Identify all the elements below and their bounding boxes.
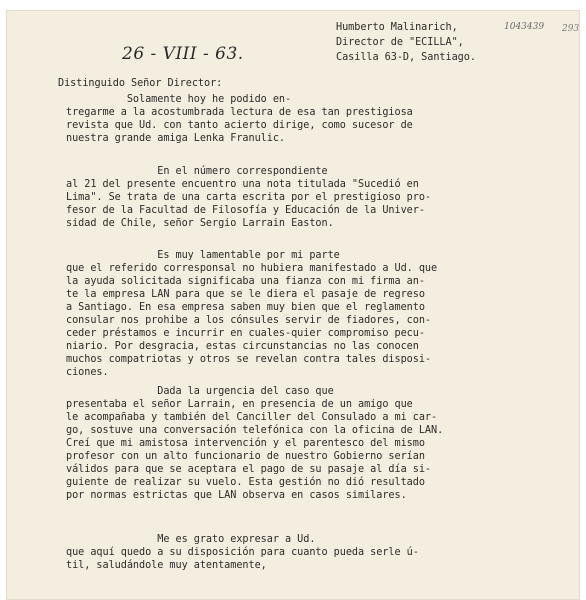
paragraph-line: consular nos prohibe a los cónsules servir de fiadores, con- xyxy=(66,315,432,326)
paragraph-line: Es muy lamentable por mi parte xyxy=(66,250,340,261)
paragraph-line: ciones. xyxy=(66,367,109,378)
paragraph-line: revista que Ud. con tanto acierto dirige, como sucesor de xyxy=(66,120,413,131)
paragraph-line: En el número correspondiente xyxy=(66,166,328,177)
paragraph-line: go, sostuve una conversación telefónica con la oficina de LAN. xyxy=(66,425,444,436)
paragraph-line: que aquí quedo a su disposición para cuanto pueda serle ú- xyxy=(66,547,419,558)
sender-title: Director de "ECILLA", xyxy=(336,37,464,48)
paragraph-line: muchos compatriotas y otros se revelan contra tales disposi- xyxy=(66,354,432,365)
paragraph-line: a Santiago. En esa empresa saben muy bien que el reglamento xyxy=(66,302,425,313)
paragraph-line: Dada la urgencia del caso que xyxy=(66,386,334,397)
paragraph-line: ceder préstamos e incurrir en cuales-quier compromiso pecu- xyxy=(66,328,425,339)
paragraph-line: por normas estrictas que LAN observa en casos similares. xyxy=(66,490,407,501)
paragraph-line: sidad de Chile, señor Sergio Larrain Easton. xyxy=(66,218,334,229)
paragraph-line: til, saludándole muy atentamente, xyxy=(66,560,267,571)
paragraph-line: presentaba el señor Larrain, en presencia de un amigo que xyxy=(66,399,413,410)
sender-address: Casilla 63-D, Santiago. xyxy=(336,52,476,63)
paragraph-line: guiente de realizar su vuelo. Esta gestión no dió resultado xyxy=(66,477,425,488)
paragraph-line: nuestra grande amiga Lenka Franulic. xyxy=(66,133,286,144)
paragraph-line: la ayuda solicitada significaba una fianza con mi firma an- xyxy=(66,276,425,287)
sender-name: Humberto Malinarich, xyxy=(336,22,458,33)
paragraph-line: al 21 del presente encuentro una nota titulada "Sucedió en xyxy=(66,179,419,190)
paragraph-line: te la empresa LAN para que se le diera el pasaje de regreso xyxy=(66,289,425,300)
paragraph-line: válidos para que se aceptara el pago de su pasaje al día si- xyxy=(66,464,432,475)
paragraph-line: le acompañaba y también del Canciller del Consulado a mi car- xyxy=(66,412,438,423)
salutation: Distinguido Señor Director: xyxy=(58,78,223,89)
paragraph-line: niario. Por desgracia, estas circunstancias no las conocen xyxy=(66,341,419,352)
paragraph-line: profesor con un alto funcionario de nuestro Gobierno serían xyxy=(66,451,425,462)
pencil-mark: 293 xyxy=(562,24,580,34)
letter-page xyxy=(6,10,580,600)
paragraph-line: tregarme a la acostumbrada lectura de esa tan prestigiosa xyxy=(66,107,413,118)
paragraph-line: fesor de la Facultad de Filosofía y Educación de la Univer- xyxy=(66,205,425,216)
paragraph-line: Lima". Se trata de una carta escrita por el prestigioso pro- xyxy=(66,192,432,203)
paragraph-line: Solamente hoy he podido en- xyxy=(66,94,292,105)
paragraph-line: Me es grato expresar a Ud. xyxy=(66,534,316,545)
handwritten-date: 26 - VIII - 63. xyxy=(122,44,244,64)
archive-number: 1043439 xyxy=(504,22,545,32)
paragraph-line: que el referido corresponsal no hubiera manifestado a Ud. que xyxy=(66,263,438,274)
paragraph-line: Creí que mi amistosa intervención y el parentesco del mismo xyxy=(66,438,425,449)
